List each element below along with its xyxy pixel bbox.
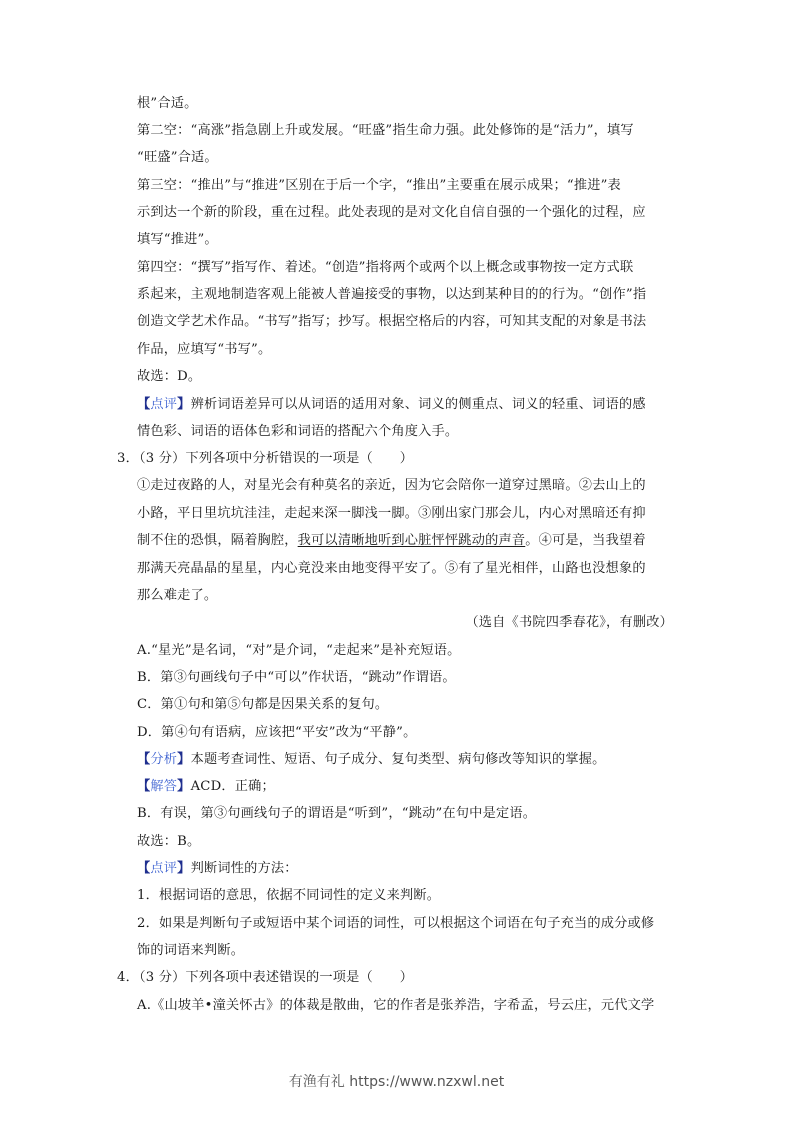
comment-text: 辨析词语差异可以从词语的适用对象、词义的侧重点、词义的轻重、词语的感 [190, 397, 646, 412]
analysis-line [137, 751, 677, 769]
tag-bracket-close: 】 [177, 397, 191, 412]
underlined-sentence: 我可以清晰地听到心脏怦怦跳动的声音 [297, 533, 526, 548]
watermark-footer: 有渔有礼 https://www.nzxwl.net [288, 1074, 505, 1090]
method-2-cont: 饰的词语来判断。 [137, 943, 245, 958]
tag-bracket-open: 【 [137, 861, 151, 876]
passage-line: 那么难走了。 [137, 588, 218, 603]
method-1: 1．根据词语的意思，依据不同词性的定义来判断。 [137, 888, 441, 903]
text-line: 第四空：“撰写”指写作、着述。“创造”指将两个或两个以上概念或事物按一定方式联 [137, 260, 634, 275]
passage-text: 。④可是，当我望着 [525, 533, 646, 548]
text-line: 作品，应填写“书写”。 [137, 342, 272, 357]
option-d: D．第④句有语病，应该把“平安”改为“平静”。 [137, 725, 417, 740]
text-line: “旺盛”合适。 [137, 150, 218, 165]
tag-bracket-close: 】 [177, 752, 191, 767]
question-3-stem: 3．（3 分）下列各项中分析错误的一项是（ ） [117, 451, 414, 466]
answer-text: ACD．正确； [190, 779, 275, 794]
option-a: A.“星光”是名词，“对”是介词，“走起来”是补充短语。 [137, 643, 461, 658]
text-line: 情色彩、词语的语体色彩和词语的搭配六个角度入手。 [137, 424, 459, 439]
tag-bracket-open: 【 [137, 752, 151, 767]
text-line: 根”合适。 [137, 96, 198, 111]
method-2: 2．如果是判断句子或短语中某个词语的词性，可以根据这个词语在句子充当的成分或修 [137, 916, 655, 931]
text-line: 第二空：“高涨”指急剧上升或发展。“旺盛”指生命力强。此处修饰的是“活力”，填写 [137, 123, 634, 138]
tag-bracket-open: 【 [137, 779, 151, 794]
passage-source: （选自《书院四季春花》，有删改） [465, 615, 673, 630]
comment-label: 点评 [150, 397, 178, 412]
comment-line [137, 396, 677, 414]
passage-text: 制不住的恐惧，隔着胸腔， [137, 533, 298, 548]
tag-bracket-close: 】 [177, 779, 191, 794]
question-4-stem: 4．（3 分）下列各项中表述错误的一项是（ ） [117, 970, 414, 985]
text-line: 创造文学艺术作品。“书写”指写；抄写。根据空格后的内容，可知其支配的对象是书法 [137, 314, 647, 329]
choice-line: 故选：D。 [137, 369, 202, 384]
tag-bracket-close: 】 [177, 861, 191, 876]
comment-text: 判断词性的方法： [190, 861, 298, 876]
answer-line [137, 778, 677, 796]
passage-line [137, 532, 677, 550]
tag-bracket-open: 【 [137, 397, 151, 412]
choice-line: 故选：B。 [137, 834, 201, 849]
answer-label: 解答 [150, 779, 178, 794]
comment-line [137, 860, 677, 878]
option-a: A.《山坡羊•潼关怀古》的体裁是散曲，它的作者是张养浩，字希孟，号云庄，元代文学 [137, 998, 655, 1013]
text-line: 示到达一个新的阶段，重在过程。此处表现的是对文化自信自强的一个强化的过程，应 [137, 205, 646, 220]
comment-label: 点评 [150, 861, 178, 876]
passage-line: ①走过夜路的人，对星光会有种莫名的亲近，因为它会陪你一道穿过黑暗。②去山上的 [137, 478, 646, 493]
option-c: C．第①句和第⑤句都是因果关系的复句。 [137, 697, 389, 712]
analysis-label: 分析 [150, 752, 178, 767]
text-line: 填写“推进”。 [137, 232, 218, 247]
passage-line: 那满天亮晶晶的星星，内心竟没来由地变得平安了。⑤有了星光相伴，山路也没想象的 [137, 561, 646, 576]
option-b: B．第③句画线句子中“可以”作状语，“跳动”作谓语。 [137, 670, 456, 685]
answer-explanation: B．有误，第③句画线句子的谓语是“听到”，“跳动”在句中是定语。 [137, 806, 537, 821]
analysis-text: 本题考查词性、短语、句子成分、复句类型、病句修改等知识的掌握。 [190, 752, 606, 767]
text-line: 第三空：“推出”与“推进”区别在于后一个字，“推出”主要重在展示成果；“推进”表 [137, 178, 621, 193]
text-line: 系起来，主观地制造客观上能被人普遍接受的事物，以达到某种目的的行为。“创作”指 [137, 287, 647, 302]
passage-line: 小路，平日里坑坑洼洼，走起来深一脚浅一脚。③刚出家门那会儿，内心对黑暗还有抑 [137, 506, 646, 521]
